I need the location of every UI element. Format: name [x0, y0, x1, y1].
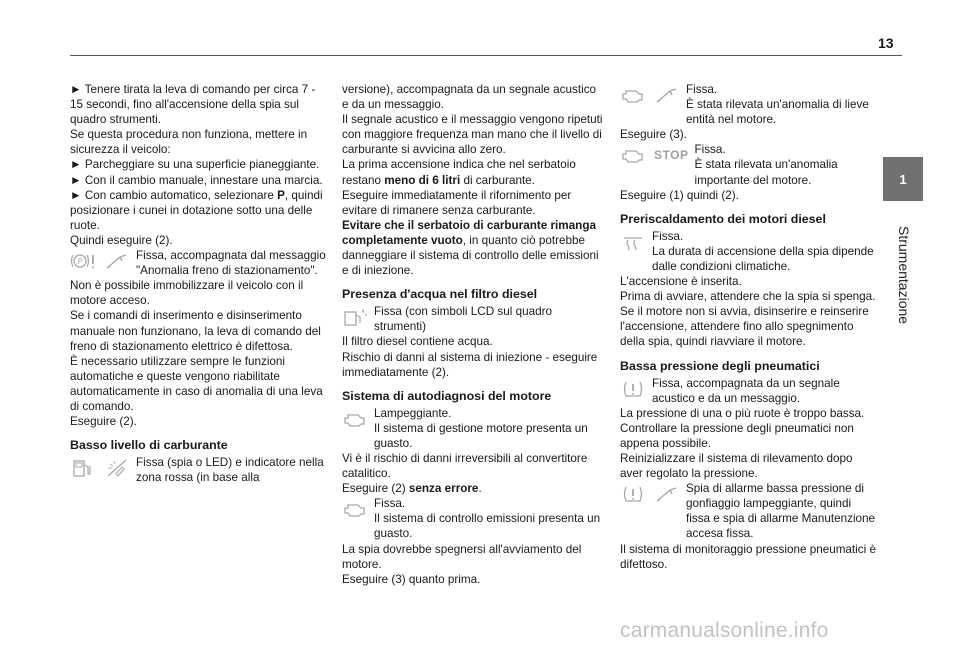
paragraph: Evitare che il serbatoio di carburante rimanga completamente vuoto, in quanto ciò potrebbe danneggiare il sistema di controllo delle emissioni e di iniezione. — [342, 218, 599, 278]
section-heading: Presenza d'acqua nel filtro diesel — [342, 287, 538, 302]
paragraph: Vi è il rischio di danni irreversibili al convertitore catalitico. — [342, 451, 588, 481]
svg-text:P: P — [77, 257, 83, 267]
paragraph: Eseguire (1) quindi (2). — [620, 188, 739, 202]
glow-plug-icon — [620, 232, 646, 252]
page-number: 13 — [878, 35, 894, 51]
warning-icons — [620, 84, 680, 106]
fuel-pump-icon — [70, 458, 96, 478]
tyre-pressure-icon — [620, 484, 646, 504]
engine-icon — [620, 85, 646, 105]
paragraph: ► Parcheggiare su una superficie pianeggiante. — [70, 158, 320, 172]
section-heading: Basso livello di carburante — [70, 438, 228, 453]
icon-description: Fissa (con simboli LCD sul quadro strumenti) — [374, 305, 552, 334]
watermark: carmanualsonline.info — [620, 619, 829, 642]
icon-description: Fissa. È stata rilevata un'anomalia importante del motore. — [694, 143, 838, 187]
paragraph: È necessario utilizzare sempre le funzioni automatiche e queste vengono riabilitate automaticamente in caso di anomalia di una leva di comando. — [70, 354, 323, 413]
icon-description: Fissa. È stata rilevata un'anomalia di lieve entità nel motore. — [686, 83, 869, 127]
paragraph: Eseguire (3) quanto prima. — [342, 572, 481, 586]
warning-icons — [620, 231, 646, 253]
wrench-icon — [654, 85, 680, 105]
paragraph: Non è possibile immobilizzare il veicolo con il motore acceso. — [70, 279, 304, 308]
paragraph: La prima accensione indica che nel serbatoio restano meno di 6 litri di carburante. — [342, 158, 576, 187]
section-heading: Sistema di autodiagnosi del motore — [342, 388, 552, 403]
paragraph: Eseguire (2). — [70, 415, 137, 429]
icon-description: Fissa, accompagnata da un segnale acustico e da un messaggio. — [652, 376, 840, 405]
stop-icon: STOP — [654, 147, 689, 162]
paragraph: ► Con il cambio manuale, innestare una marcia. — [70, 173, 323, 187]
paragraph: Quindi eseguire (2). — [70, 233, 173, 247]
warning-icons — [70, 457, 130, 479]
warning-icons — [342, 498, 368, 520]
icon-description: Fissa. La durata di accensione della spia dipende dalle condizioni climatiche. — [652, 229, 874, 273]
paragraph: Eseguire (3). — [620, 128, 687, 142]
chapter-label: Strumentazione — [896, 225, 912, 325]
engine-icon — [342, 409, 368, 429]
parking-brake-warning-icon — [70, 251, 96, 271]
section-heading: Preriscaldamento dei motori diesel — [620, 211, 826, 226]
paragraph: La spia dovrebbe spegnersi all'avviamento del motore. — [342, 542, 582, 571]
warning-icons — [70, 250, 130, 272]
engine-icon — [342, 499, 368, 519]
column-1 — [70, 82, 326, 485]
icon-description: Fissa. Il sistema di controllo emissioni presenta un guasto. — [374, 497, 601, 541]
paragraph: ► Con cambio automatico, selezionare P, quindi posizionare i cunei in dotazione sotto una delle ruote. — [70, 188, 323, 232]
section-heading: Bassa pressione degli pneumatici — [620, 358, 820, 373]
paragraph: Il filtro diesel contiene acqua. — [342, 335, 493, 349]
water-in-diesel-icon — [342, 307, 368, 327]
wrench-icon — [104, 251, 130, 271]
icon-description: Fissa (spia o LED) e indicatore nella zona rossa (in base alla — [136, 456, 324, 485]
chapter-tab[interactable]: 1 — [883, 157, 923, 201]
paragraph: Il segnale acustico e il messaggio vengono ripetuti con maggiore frequenza man mano che il livello di carburante si avvicina allo zero. — [342, 113, 603, 157]
paragraph: Se i comandi di inserimento e disinserimento manuale non funzionano, la leva di comando del freno di stazionamento elettrico è difettosa. — [70, 309, 321, 353]
paragraph: Il sistema di monitoraggio pressione pneumatici è difettoso. — [620, 542, 876, 571]
tyre-pressure-icon — [620, 379, 646, 399]
column-2 — [342, 82, 604, 587]
warning-icons — [342, 306, 368, 328]
wrench-icon — [654, 484, 680, 504]
icon-description: Lampeggiante. Il sistema di gestione motore presenta un guasto. — [374, 406, 588, 450]
paragraph: Eseguire immediatamente il rifornimento per evitare di rimanere senza carburante. — [342, 188, 572, 217]
paragraph: Se il motore non si avvia, disinserire e reinserire l'accensione, attendere fino allo spegnimento della spia, quindi riavviare il motore. — [620, 305, 869, 349]
paragraph: Eseguire (2) senza errore. — [342, 482, 482, 496]
warning-icons — [620, 144, 688, 166]
paragraph: Prima di avviare, attendere che la spia si spenga. — [620, 290, 876, 304]
paragraph: ► Tenere tirata la leva di comando per circa 7 - 15 secondi, fino all'accensione della spia sul quadro strumenti. — [70, 83, 316, 127]
icon-description: Spia di allarme bassa pressione di gonfiaggio lampeggiante, quindi fissa e spia di allarme Manutenzione accesa fissa. — [686, 482, 876, 541]
engine-icon — [620, 145, 646, 165]
warning-icons — [620, 483, 680, 505]
fuel-gauge-icon — [104, 458, 130, 478]
paragraph: versione), accompagnata da un segnale acustico e da un messaggio. — [342, 83, 597, 112]
paragraph: Controllare la pressione degli pneumatici non appena possibile. — [620, 421, 854, 450]
paragraph: Reinizializzare il sistema di rilevamento dopo aver regolato la pressione. — [620, 451, 853, 481]
paragraph: Rischio di danni al sistema di iniezione - eseguire immediatamente (2). — [342, 350, 598, 379]
paragraph: L'accensione è inserita. — [620, 275, 742, 289]
icon-description: Fissa, accompagnata dal messaggio "Anomalia freno di stazionamento". — [136, 249, 326, 278]
paragraph: La pressione di una o più ruote è troppo bassa. — [620, 406, 865, 420]
warning-icons — [620, 378, 646, 400]
header-divider — [70, 55, 902, 56]
column-3 — [620, 82, 876, 572]
paragraph: Se questa procedura non funziona, mettere in sicurezza il veicolo: — [70, 128, 308, 157]
warning-icons — [342, 408, 368, 430]
